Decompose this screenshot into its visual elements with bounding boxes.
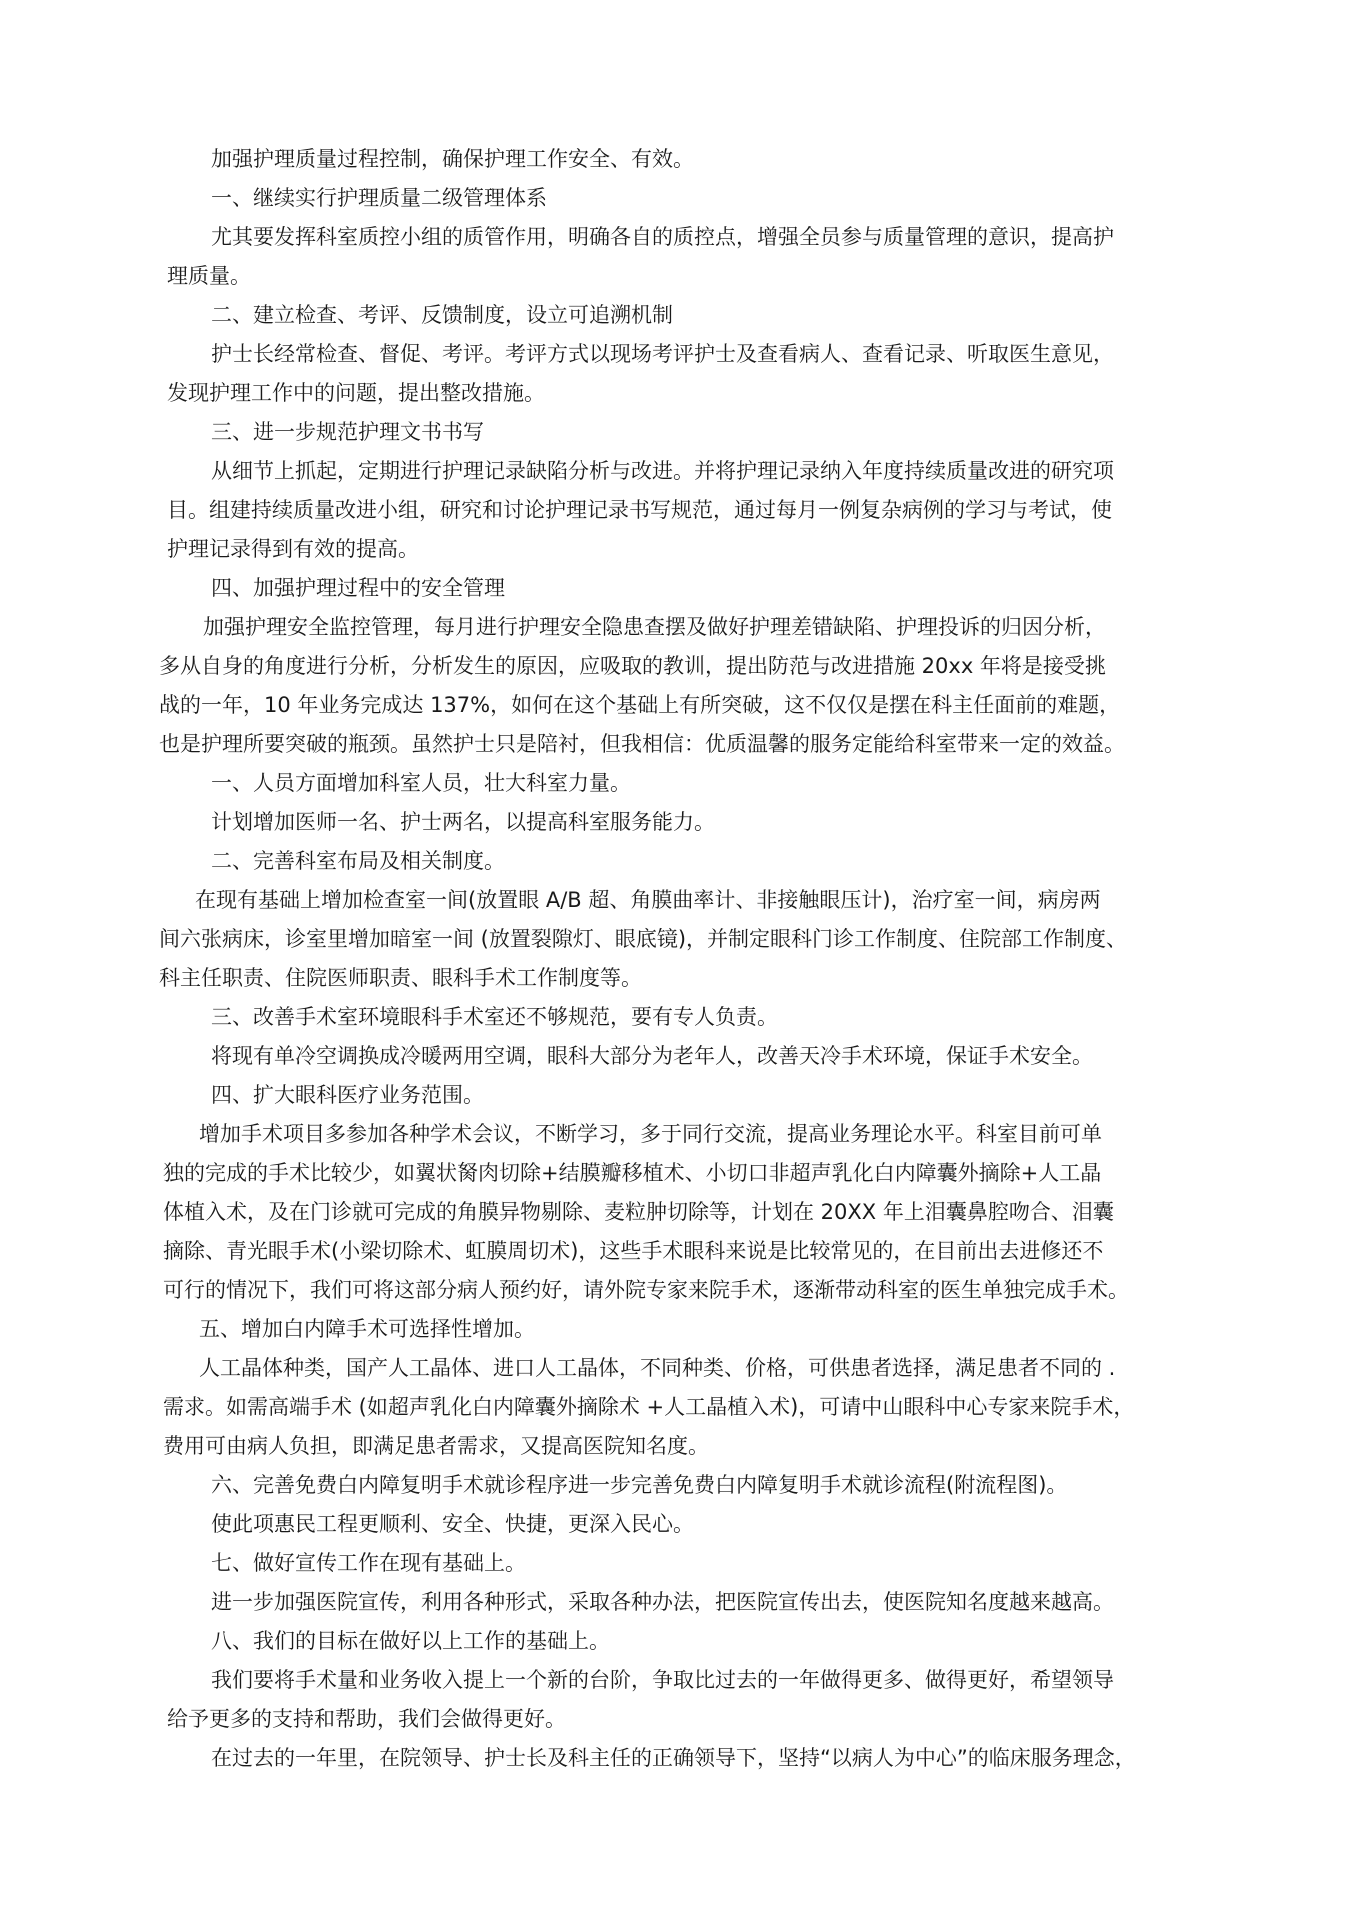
paragraph-line: 加强护理质量过程控制，确保护理工作安全、有效。 [211,147,694,171]
paragraph-line: 战的一年，10 年业务完成达 137%，如何在这个基础上有所突破，这不仅仅是摆在科主任面前的难题， [159,693,1121,717]
section-heading: 八、我们的目标在做好以上工作的基础上。 [211,1629,610,1653]
section-heading: 一、继续实行护理质量二级管理体系 [211,186,547,210]
paragraph-line: 从细节上抓起，定期进行护理记录缺陷分析与改进。并将护理记录纳入年度持续质量改进的研究项 [211,459,1114,483]
paragraph-line: 需求。如需高端手术 (如超声乳化白内障囊外摘除术 +人工晶植入术)，可请中山眼科中心专家来院手术， [163,1395,1135,1419]
section-heading: 四、扩大眼科医疗业务范围。 [211,1083,484,1107]
paragraph-line: 我们要将手术量和业务收入提上一个新的台阶，争取比过去的一年做得更多、做得更好，希望领导 [211,1668,1114,1692]
paragraph-line: 独的完成的手术比较少，如翼状胬肉切除+结膜瓣移植术、小切口非超声乳化白内障囊外摘除+人工晶 [163,1161,1102,1185]
paragraph-line: 理质量。 [167,264,251,288]
paragraph-line: 也是护理所要突破的瓶颈。虽然护士只是陪衬，但我相信：优质温馨的服务定能给科室带来一定的效益。 [159,732,1125,756]
paragraph-line: 护理记录得到有效的提高。 [167,537,419,561]
section-heading: 四、加强护理过程中的安全管理 [211,576,505,600]
paragraph-line: 护士长经常检查、督促、考评。考评方式以现场考评护士及查看病人、查看记录、听取医生意见， [211,342,1114,366]
paragraph-line: 目。组建持续质量改进小组，研究和讨论护理记录书写规范，通过每月一例复杂病例的学习与考试，使 [167,498,1112,522]
section-heading: 一、人员方面增加科室人员，壮大科室力量。 [211,771,631,795]
section-heading: 七、做好宣传工作在现有基础上。 [211,1551,526,1575]
paragraph-line: 可行的情况下，我们可将这部分病人预约好，请外院专家来院手术，逐渐带动科室的医生单独完成手术。 [163,1278,1129,1302]
paragraph-line: 将现有单冷空调换成冷暖两用空调，眼科大部分为老年人，改善天冷手术环境，保证手术安全。 [211,1044,1093,1068]
paragraph-line: 增加手术项目多参加各种学术会议，不断学习，多于同行交流，提高业务理论水平。科室目前可单 [199,1122,1102,1146]
section-heading: 五、增加白内障手术可选择性增加。 [199,1317,535,1341]
paragraph-line: 多从自身的角度进行分析，分析发生的原因，应吸取的教训，提出防范与改进措施 20xx 年将是接受挑 [159,654,1106,678]
paragraph-line: 使此项惠民工程更顺利、安全、快捷，更深入民心。 [211,1512,694,1536]
paragraph-line: 给予更多的支持和帮助，我们会做得更好。 [167,1707,566,1731]
section-heading: 六、完善免费白内障复明手术就诊程序进一步完善免费白内障复明手术就诊流程(附流程图)。 [211,1473,1068,1497]
paragraph-line: 间六张病床，诊室里增加暗室一间 (放置裂隙灯、眼底镜)，并制定眼科门诊工作制度、住院部工作制度、 [159,927,1128,951]
paragraph-line: 体植入术，及在门诊就可完成的角膜异物剔除、麦粒肿切除等，计划在 20XX 年上泪囊鼻腔吻合、泪囊 [163,1200,1114,1224]
paragraph-line: 计划增加医师一名、护士两名，以提高科室服务能力。 [211,810,715,834]
section-heading: 二、建立检查、考评、反馈制度，设立可追溯机制 [211,303,673,327]
paragraph-line: 在过去的一年里，在院领导、护士长及科主任的正确领导下，坚持“以病人为中心”的临床服务理念， [211,1746,1136,1770]
paragraph-line: 摘除、青光眼手术(小梁切除术、虹膜周切术)，这些手术眼科来说是比较常见的，在目前出去进修还不 [163,1239,1104,1263]
paragraph-line: 加强护理安全监控管理，每月进行护理安全隐患查摆及做好护理差错缺陷、护理投诉的归因分析， [203,615,1106,639]
document-body [153,140,1233,1778]
paragraph-line: 在现有基础上增加检查室一间(放置眼 A/B 超、角膜曲率计、非接触眼压计)，治疗室一间，病房两 [195,888,1101,912]
paragraph-line: 尤其要发挥科室质控小组的质管作用，明确各自的质控点，增强全员参与质量管理的意识，提高护 [211,225,1114,249]
paragraph-line: 发现护理工作中的问题，提出整改措施。 [167,381,545,405]
paragraph-line: 人工晶体种类，国产人工晶体、进口人工晶体，不同种类、价格，可供患者选择，满足患者不同的 . [199,1356,1116,1380]
paragraph-line: 进一步加强医院宣传，利用各种形式，采取各种办法，把医院宣传出去，使医院知名度越来越高。 [211,1590,1114,1614]
section-heading: 三、进一步规范护理文书书写 [211,420,484,444]
section-heading: 二、完善科室布局及相关制度。 [211,849,505,873]
section-heading: 三、改善手术室环境眼科手术室还不够规范，要有专人负责。 [211,1005,778,1029]
paragraph-line: 费用可由病人负担，即满足患者需求，又提高医院知名度。 [163,1434,709,1458]
paragraph-line: 科主任职责、住院医师职责、眼科手术工作制度等。 [159,966,642,990]
